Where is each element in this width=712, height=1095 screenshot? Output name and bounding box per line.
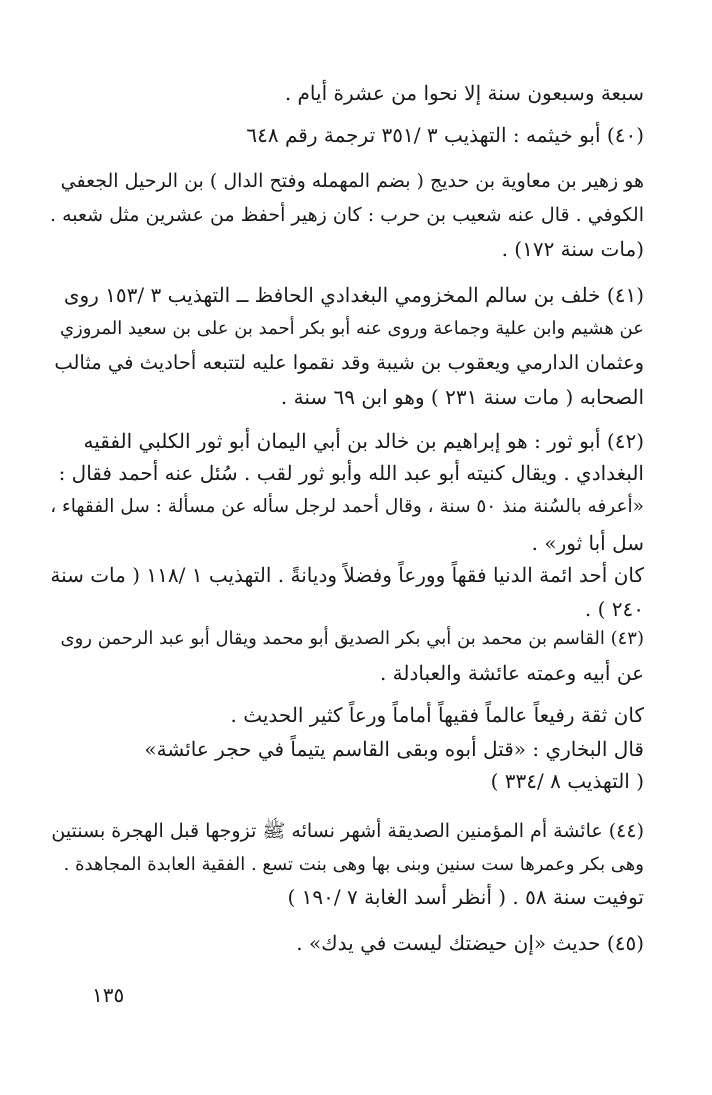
text-line: عن أبيه وعمته عائشة والعبادلة . [379,661,644,685]
entry-heading-41: (٤١) خلف بن سالم المخزومي البغدادي الحافظ ــ التهذيب ٣ /١٥٣ روى [63,283,644,307]
entry-heading-45: (٤٥) حديث «إن حيضتك ليست في يدك» . [296,931,644,955]
text-line: هو زهير بن معاوية بن حديج ( بضم المهمله وفتح الدال ) بن الرحيل الجعفي [60,170,644,192]
text-line: سبعة وسبعون سنة إلا نحوا من عشرة أيام . [284,81,644,105]
text-line: قال البخاري : «قتل أبوه وبقى القاسم يتيماً في حجر عائشة» [144,737,644,761]
text-line: سل أبا ثور» . [531,531,644,555]
page-number: ١٣٥ [92,983,125,1007]
text-line: ٢٤٠ ) . [584,597,644,621]
text-line: وعثمان الدارمي ويعقوب بن شيبة وقد نقموا عليه لتتبعه أحاديث في مثالب [54,351,644,374]
text-line: البغدادي . ويقال كنيته أبو عبد الله وأبو ثور لقب . سُئل عنه أحمد فقال : [58,461,644,485]
entry-heading-43: (٤٣) القاسم بن محمد بن أبي بكر الصديق أبو محمد ويقال أبو عبد الرحمن روى [60,628,644,649]
text-line: عن هشيم وابن علية وجماعة وروى عنه أبو بكر أحمد بن على بن سعيد المروزي [59,318,644,339]
text-line: «أعرفه بالسُنة منذ ٥٠ سنة ، وقال أحمد لرجل سأله عن مسألة : سل الفقهاء ، [50,496,644,517]
text-line: وهى بكر وعمرها ست سنين وبنى بها وهى بنت تسع . الفقية العابدة المجاهدة . [63,854,644,875]
text-line: كان ثقة رفيعاً عالماً فقيهاً أماماً ورعاً كثير الحديث . [230,703,644,727]
entry-heading-40: (٤٠) أبو خيثمه : التهذيب ٣ /٣٥١ ترجمة رقم ٦٤٨ [246,123,644,147]
entry-heading-42: (٤٢) أبو ثور : هو إبراهيم بن خالد بن أبي اليمان أبو ثور الكلبي الفقيه [83,429,644,453]
text-line: توفيت سنة ٥٨ . ( أنظر أسد الغابة ٧ /١٩٠ ) [287,885,644,909]
entry-heading-44: (٤٤) عائشة أم المؤمنين الصديقة أشهر نسائه ﷺ تزوجها قبل الهجرة بسنتين [51,820,644,842]
text-line: (مات سنة ١٧٢) . [501,237,644,261]
text-line: الصحابه ( مات سنة ٢٣١ ) وهو ابن ٦٩ سنة . [280,385,644,409]
text-line: الكوفي . قال عنه شعيب بن حرب : كان زهير أحفظ من عشرين مثل شعبه . [50,204,644,226]
text-line: ( التهذيب ٨ /٣٣٤ ) [490,769,644,793]
text-line: كان أحد ائمة الدنيا فقهاً وورعاً وفضلاً وديانةً . التهذيب ١ /١١٨ ( مات سنة [50,563,644,587]
